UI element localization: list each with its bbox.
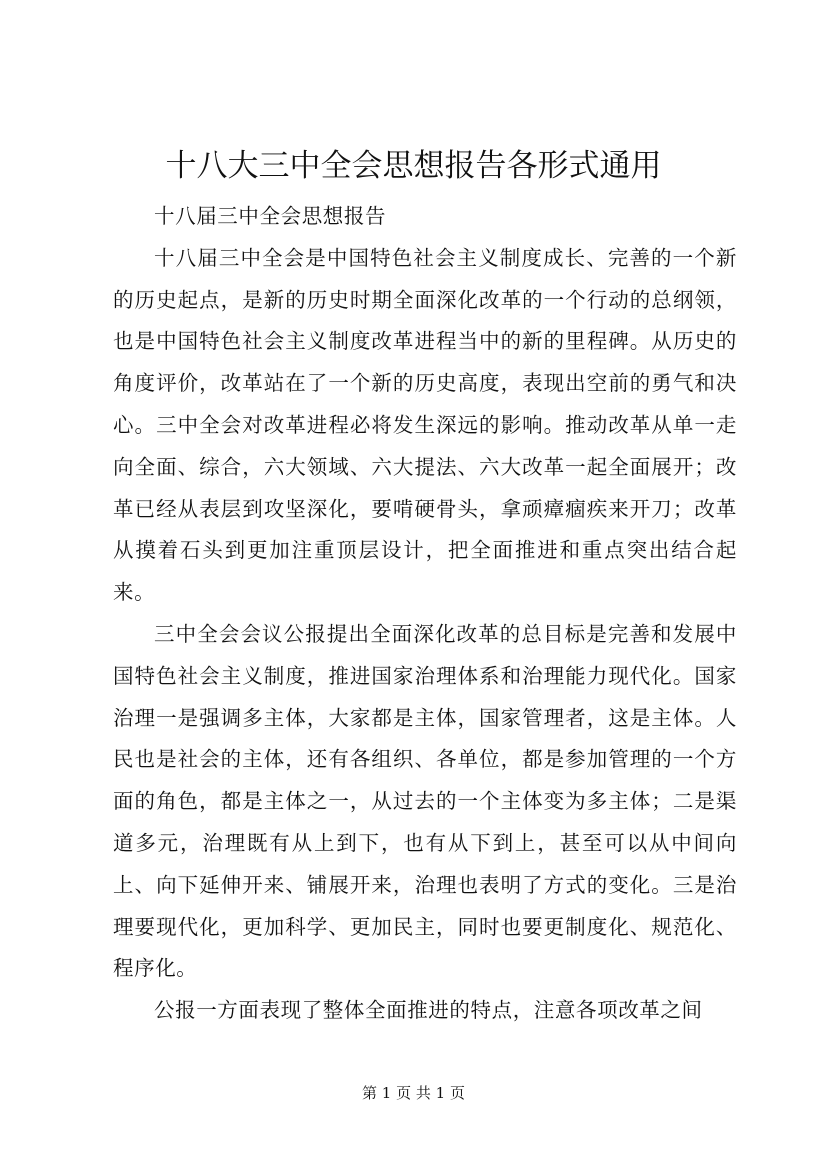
page-number-footer: 第 1 页 共 1 页 [362, 1084, 465, 1102]
paragraph-1: 十八届三中全会是中国特色社会主义制度成长、完善的一个新的历史起点，是新的历史时期全面深化改革的一个行动的总纲领，也是中国特色社会主义制度改革进程当中的新的里程碑。从历史的角度评价，改革站在了一个新的历史高度，表现出空前的勇气和决心。三中全会对改革进程必将发生深远的影响。推动改革从单一走向全面、综合，六大领域、六大提法、六大改革一起全面展开；改革已经从表层到攻坚深化，要啃硬骨头，拿顽瘴痼疾来开刀；改革从摸着石头到更加注重顶层设计，把全面推进和重点突出结合起来。 [113, 245, 737, 605]
document-body [113, 196, 737, 1032]
document-subtitle: 十八届三中全会思想报告 [154, 204, 387, 228]
document-title: 十八大三中全会思想报告各形式通用 [165, 148, 662, 184]
paragraph-2: 三中全会会议公报提出全面深化改革的总目标是完善和发展中国特色社会主义制度，推进国家治理体系和治理能力现代化。国家治理一是强调多主体，大家都是主体，国家管理者，这是主体。人民也是社会的主体，还有各组织、各单位，都是参加管理的一个方面的角色，都是主体之一，从过去的一个主体变为多主体；二是渠道多元，治理既有从上到下，也有从下到上，甚至可以从中间向上、向下延伸开来、铺展开来，治理也表明了方式的变化。三是治理要现代化，更加科学、更加民主，同时也要更制度化、规范化、程序化。 [113, 621, 737, 981]
paragraph-3: 公报一方面表现了整体全面推进的特点，注意各项改革之间 [154, 998, 703, 1023]
